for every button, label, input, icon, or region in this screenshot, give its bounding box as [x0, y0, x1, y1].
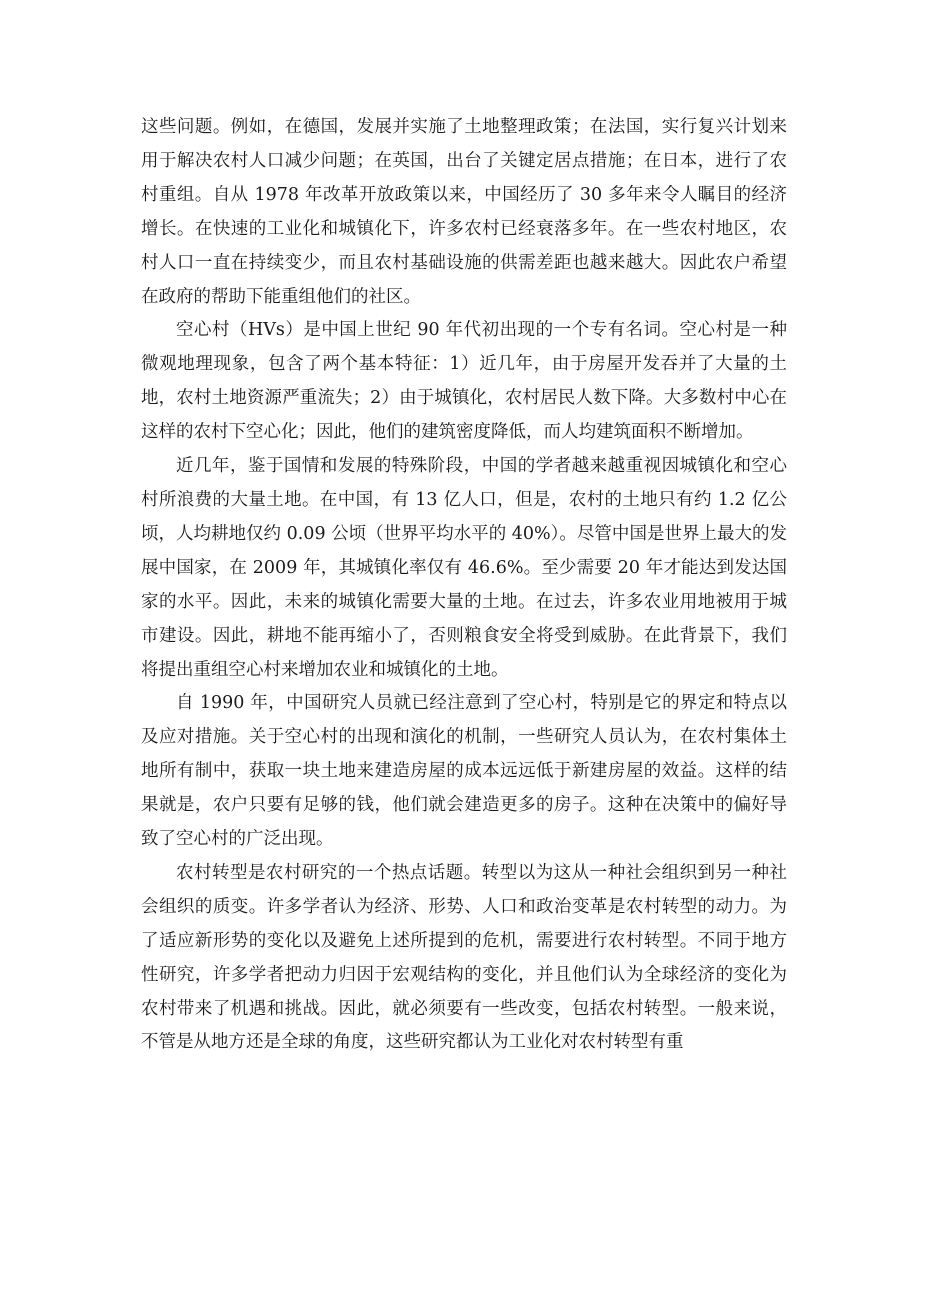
paragraph-rural-transformation: 农村转型是农村研究的一个热点话题。转型以为这从一种社会组织到另一种社会组织的质变。许多学者认为经济、形势、人口和政治变革是农村转型的动力。为了适应新形势的变化以及避免上述所提到的危机，需要进行农村转型。不同于地方性研究，许多学者把动力归因于宏观结构的变化，并且他们认为全球经济的变化为农村带来了机遇和挑战。因此，就必须要有一些改变，包括农村转型。一般来说，不管是从地方还是全球的角度，这些研究都认为工业化对农村转型有重: [141, 862, 787, 1053]
paragraph-land-urbanization: 近几年，鉴于国情和发展的特殊阶段，中国的学者越来越重视因城镇化和空心村所浪费的大量土地。在中国，有 13 亿人口，但是，农村的土地只有约 1.2 亿公顷，人均耕地仅约 0.09 公顷（世界平均水平的 40%）。尽管中国是世界上最大的发展中国家，在 2009 年，其城镇化率仅有 46.6%。至少需要 20 年才能达到发达国家的水平。因此，未来的城镇化需要大量的土地。在过去，许多农业用地被用于城市建设。因此，耕地不能再缩小了，否则粮食安全将受到威胁。在此背景下，我们将提出重组空心村来增加农业和城镇化的土地。: [141, 456, 787, 680]
paragraph-hollow-villages: 空心村（HVs）是中国上世纪 90 年代初出现的一个专有名词。空心村是一种微观地理现象，包含了两个基本特征：1）近几年，由于房屋开发吞并了大量的土地，农村土地资源严重流失；2）由于城镇化，农村居民人数下降。大多数村中心在这样的农村下空心化；因此，他们的建筑密度降低，而人均建筑面积不断增加。: [141, 320, 787, 443]
document-page: [141, 111, 787, 1261]
paragraph-continued: 这些问题。例如，在德国，发展并实施了土地整理政策；在法国，实行复兴计划来用于解决农村人口减少问题；在英国，出台了关键定居点措施；在日本，进行了农村重组。自从 1978 年改革开放政策以来，中国经历了 30 多年来令人瞩目的经济增长。在快速的工业化和城镇化下，许多农村已经衰落多年。在一些农村地区，农村人口一直在持续变少，而且农村基础设施的供需差距也越来越大。因此农户希望在政府的帮助下能重组他们的社区。: [141, 117, 787, 307]
paragraph-research-since-1990: 自 1990 年，中国研究人员就已经注意到了空心村，特别是它的界定和特点以及应对措施。关于空心村的出现和演化的机制，一些研究人员认为，在农村集体土地所有制中，获取一块土地来建造房屋的成本远远低于新建房屋的效益。这样的结果就是，农户只要有足够的钱，他们就会建造更多的房子。这种在决策中的偏好导致了空心村的广泛出现。: [141, 693, 787, 850]
